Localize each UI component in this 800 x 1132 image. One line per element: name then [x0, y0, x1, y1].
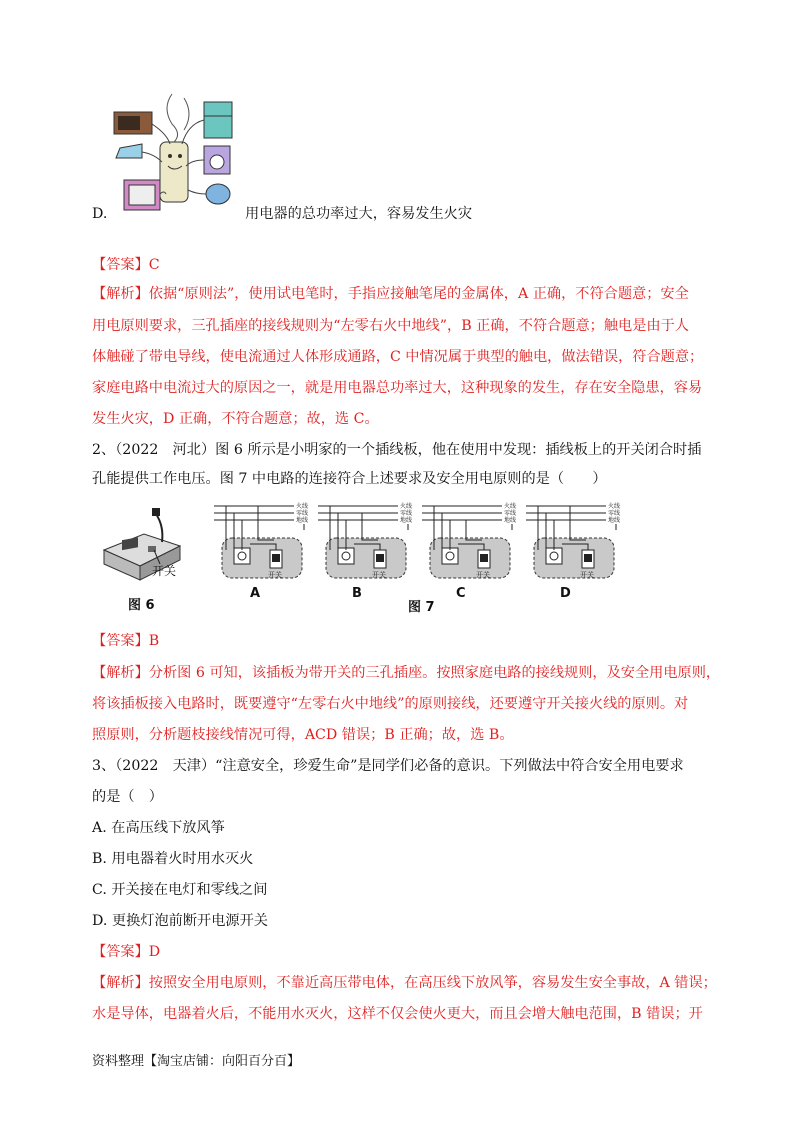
q3-analysis-line: 【解析】按照安全用电原则，不靠近高压带电体，在高压线下放风筝，容易发生安全事故，A 错误；: [92, 975, 717, 991]
fig7-panel-switch-label: 开关: [268, 571, 282, 579]
fig7-wiring-diagrams: [212, 500, 621, 584]
overloaded-socket-illustration: [112, 94, 242, 220]
q1-answer: 【答案】C: [92, 257, 160, 273]
fig7-wire-label: 零线: [296, 510, 309, 517]
q1-analysis-line: 发生火灾，D 正确，不符合题意；故，选 C。: [92, 411, 379, 427]
fig7-wire-label: 火线: [296, 503, 309, 510]
fig7-option-b: B: [352, 586, 362, 601]
q1-option-d-label: D.: [92, 206, 108, 222]
q3-analysis-line: 水是导体，电器着火后，不能用水灭火，这样不仅会使火更大，而且会增大触电范围，B 错误；开: [92, 1006, 703, 1022]
fig7-option-d: D: [560, 586, 571, 601]
footer-note: 资料整理【淘宝店铺：向阳百分百】: [92, 1054, 301, 1069]
q1-analysis-line: 家庭电路中电流过大的原因之一，就是用电器总功率过大，这种现象的发生，存在安全隐患，容易: [92, 380, 703, 396]
fig7-wire-label: 地线: [400, 517, 413, 524]
fig7-panel-d: [526, 502, 620, 579]
fig6-caption: 图 6: [128, 598, 155, 613]
fig6-power-strip: [100, 506, 192, 588]
q3-option: A. 在高压线下放风筝: [92, 820, 225, 836]
q2-analysis-line: 将该插板接入电路时，既要遵守“左零右火中地线”的原则接线，还要遵守开关接火线的原则。对: [92, 696, 689, 712]
q2-analysis-line: 照原则，分析题枝接线情况可得，ACD 错误；B 正确；故，选 B。: [92, 727, 514, 743]
q3-answer: 【答案】D: [92, 944, 161, 960]
fig7-wire-label: 零线: [608, 510, 621, 517]
fig7-panel-a: [214, 502, 308, 579]
fig7-wire-label: 火线: [504, 503, 517, 510]
q2-analysis-line: 【解析】分析图 6 可知，该插板为带开关的三孔插座。按照家庭电路的接线规则，及安全用电原则，: [92, 665, 721, 681]
fig6-switch-label: 开关: [152, 564, 177, 578]
q3-option: D. 更换灯泡前断开电源开关: [92, 913, 268, 929]
fig7-wire-label: 火线: [400, 503, 413, 510]
fig7-wire-label: 地线: [608, 517, 621, 524]
fig7-caption: 图 7: [408, 600, 435, 615]
q1-analysis-line: 用电原则要求，三孔插座的接线规则为“左零右火中地线”，B 正确，不符合题意；触电是由于人: [92, 318, 689, 334]
q1-analysis-line: 体触碰了带电导线，使电流通过人体形成通路，C 中情况属于典型的触电，做法错误，符合题意；: [92, 349, 704, 365]
fig7-wire-label: 零线: [504, 510, 517, 517]
fig7-panel-c: [422, 502, 516, 579]
q2-answer: 【答案】B: [92, 633, 160, 649]
q1-analysis-line: 【解析】依据“原则法”，使用试电笔时，手指应接触笔尾的金属体，A 正确，不符合题意；安全: [92, 286, 689, 302]
fig7-option-c: C: [456, 586, 466, 601]
fig7-wire-label: 火线: [608, 503, 621, 510]
q2-stem-line: 孔能提供工作电压。图 7 中电路的连接符合上述要求及安全用电原则的是（ ）: [92, 471, 607, 487]
fig7-option-a: A: [250, 586, 261, 601]
fig7-wire-label: 地线: [296, 517, 309, 524]
fig7-panel-switch-label: 开关: [372, 571, 386, 579]
q1-option-d-text: 用电器的总功率过大，容易发生火灾: [245, 206, 473, 222]
fig7-wire-label: 地线: [504, 517, 517, 524]
q2-stem-line: 2、（2022 河北）图 6 所示是小明家的一个插线板，他在使用中发现：插线板上的开关闭合时插: [92, 442, 702, 458]
q3-stem-line: 3、（2022 天津）“注意安全，珍爱生命”是同学们必备的意识。下列做法中符合安全用电要求: [92, 758, 684, 774]
fig7-panel-switch-label: 开关: [476, 571, 490, 579]
q3-stem-line: 的是（ ）: [92, 789, 163, 805]
q3-option: B. 用电器着火时用水灭火: [92, 851, 254, 867]
fig7-panel-b: [318, 502, 412, 579]
fig7-wire-label: 零线: [400, 510, 413, 517]
fig7-panel-switch-label: 开关: [580, 571, 594, 579]
q3-option: C. 开关接在电灯和零线之间: [92, 882, 268, 898]
